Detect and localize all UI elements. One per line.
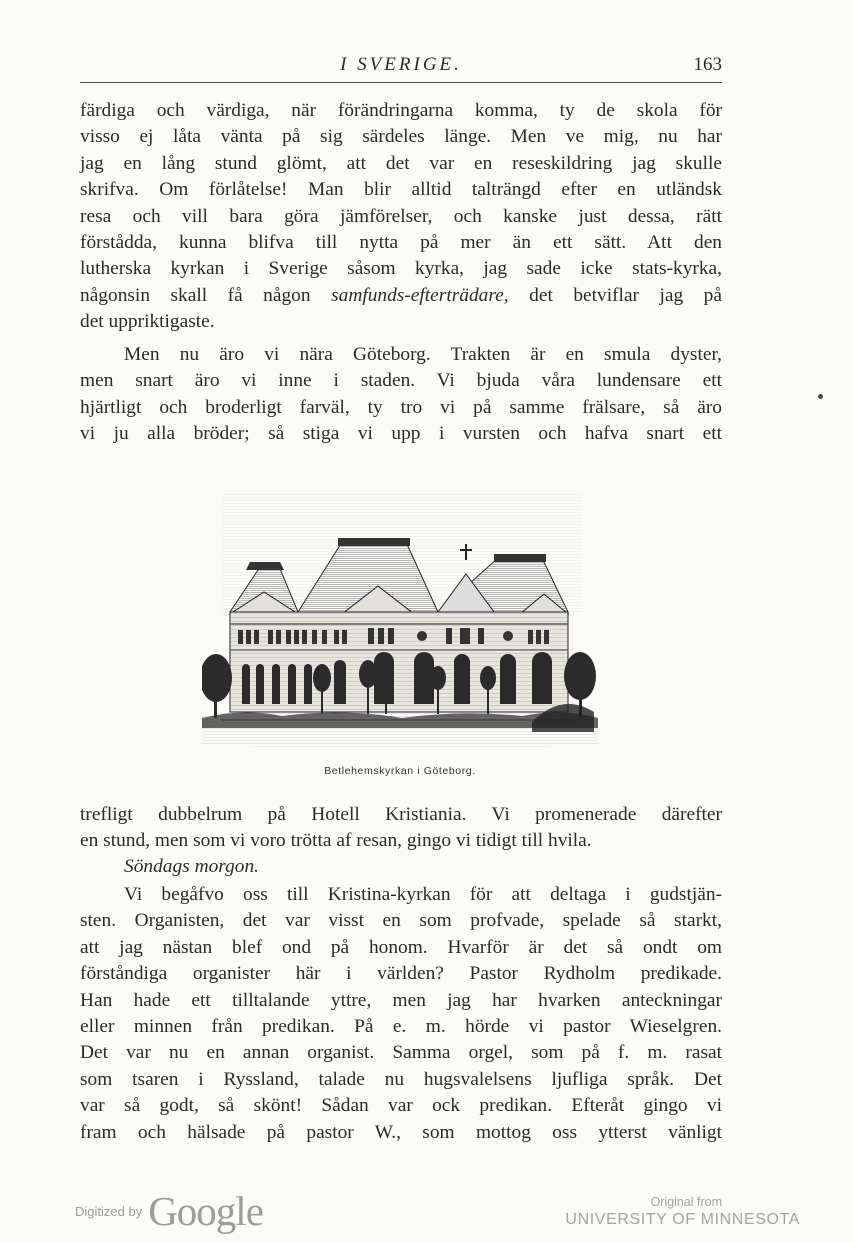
text-segment: det betviflar jag på [529, 284, 722, 306]
text-line: Men nu äro vi nära Göteborg. Trakten är en smula dyster, [124, 344, 722, 365]
text-segment: någonsin skall få någon [80, 284, 311, 306]
text-line: sten. Organisten, det var visst en som profvade, spelade så starkt, [80, 910, 722, 932]
text-line: trefligt dubbelrum på Hotell Kristiania. Vi promenerade därefter [80, 804, 722, 825]
text-line: Vi begåfvo oss till Kristina-kyrkan för att deltaga i gudstjän- [124, 884, 722, 905]
paragraph-1 [80, 98, 722, 336]
text-line: som tsaren i Ryssland, talade nu hugsvalelsens ljufliga språk. Det [80, 1068, 722, 1090]
church-engraving [202, 482, 598, 756]
text-line: resa och vill bara göra jämförelser, och kanske just dessa, rätt [80, 205, 722, 227]
text-line: det uppriktigaste. [80, 311, 215, 333]
original-from-label: Original from [650, 1195, 722, 1209]
figure-caption: Betlehemskyrkan i Göteborg. [324, 765, 476, 777]
text-line: visso ej låta vänta på sig särdeles länge. Men ve mig, nu har [80, 126, 722, 148]
text-line: förståndiga organister här i världen? Pastor Rydholm predikade. [80, 963, 722, 985]
text-line: eller minnen från predikan. På e. m. hörde vi pastor Wieselgren. [80, 1016, 722, 1038]
ink-speck [818, 394, 823, 399]
text-line: hjärtligt och broderligt farväl, ty tro vi på samme frälsare, så äro [80, 396, 722, 418]
digitized-by-label: Digitized by [75, 1203, 143, 1219]
section-subheading: Söndags morgon. [124, 856, 260, 877]
university-label: UNIVERSITY OF MINNESOTA [565, 1211, 800, 1228]
text-line: Han hade ett tilltalande yttre, men jag har hvarken anteckningar [80, 989, 722, 1011]
text-line: förstådda, kunna blifva till nytta på mer än ett sätt. Att den [80, 232, 722, 254]
text-line: fram och hälsade på pastor W., som mottog oss ytterst vänligt [80, 1121, 722, 1143]
text-line: Det var nu en annan organist. Samma orgel, som på f. m. rasat [80, 1042, 722, 1064]
paragraph-2 [80, 342, 722, 448]
italic-term: samfunds-efterträdare, [331, 284, 509, 306]
paragraph-4 [80, 882, 722, 1146]
text-line: att jag nästan blef ond på honom. Hvarför är det så ondt om [80, 936, 722, 958]
text-line-with-italic [80, 283, 722, 309]
google-logo: Google [148, 1188, 263, 1234]
page-number: 163 [693, 54, 722, 75]
running-head [80, 52, 722, 83]
text-line: en stund, men som vi voro trötta af resan, gingo vi tidigt till hvila. [80, 830, 592, 852]
paragraph-3 [80, 802, 722, 855]
text-line: var så godt, så skönt! Sådan var ock predikan. Efteråt gingo vi [80, 1095, 722, 1117]
text-line: färdiga och värdiga, när förändringarna komma, ty de skola för [80, 100, 722, 121]
digitized-by-watermark [75, 1186, 263, 1236]
text-line: skrifva. Om förlåtelse! Man blir alltid talträngd efter en utländsk [80, 179, 722, 201]
text-line: men snart äro vi inne i staden. Vi bjuda våra lundensare ett [80, 370, 722, 392]
running-title: I SVERIGE. [340, 54, 462, 75]
text-line: lutherska kyrkan i Sverige såsom kyrka, jag sade icke stats-kyrka, [80, 258, 722, 280]
original-from-watermark [560, 1195, 800, 1229]
text-line: jag en lång stund glömt, att det var en reseskildring jag skulle [80, 152, 722, 174]
text-line: vi ju alla bröder; så stiga vi upp i vursten och hafva snart ett [80, 423, 722, 445]
